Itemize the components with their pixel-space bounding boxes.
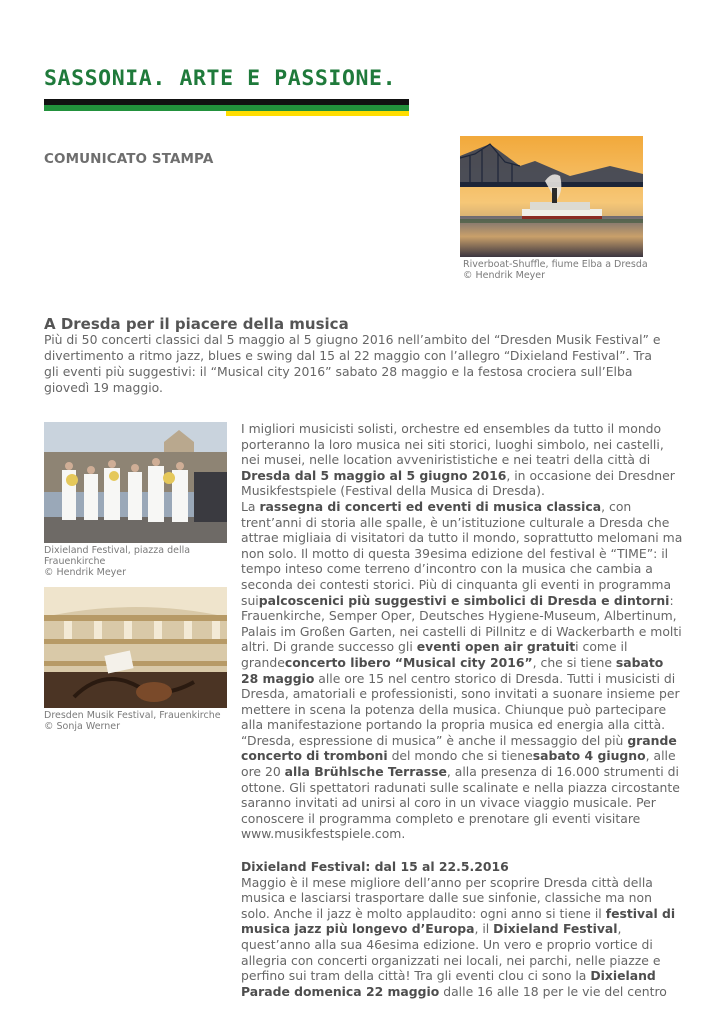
caption-credit: © Hendrik Meyer <box>463 270 546 281</box>
caption-line: Dresden Musik Festival, Frauenkirche <box>44 710 221 721</box>
caption-credit: © Hendrik Meyer <box>44 567 127 578</box>
caption-line: Dixieland Festival, piazza della <box>44 545 191 556</box>
caption-credit: © Sonja Werner <box>44 721 121 732</box>
dixieland-caption <box>44 545 190 578</box>
caption-line: Frauenkirche <box>44 556 106 567</box>
article-title: A Dresda per il piacere della musica <box>44 315 349 333</box>
dixieland-photo <box>44 422 227 543</box>
article-intro: Più di 50 concerti classici dal 5 maggio al 5 giugno 2016 nell’ambito del “Dresden Musik Festival” e divertimento a ritmo jazz, blues e swing dal 15 al 22 maggio con l’allegro “Dixieland Festival”. Tra gli eventi più suggestivi: il “Musical city 2016” sabato 28 maggio e la festosa crociera sull’Elba giovedì 19 maggio. <box>44 332 661 395</box>
body-paragraph: La rassegna di concerti ed eventi di musica classica, con trent’anni di storia alle spalle, è un’istituzione culturale a Dresda che attrae migliaia di visitatori da tutto il mondo, soprattutto melomani ma non solo. Il motto di questa 39esima edizione del festival è “TIME”: il tempo inteso come terreno d’incontro con la musica che cambia a seconda dei contesti storici. Più di cinquanta gli eventi in programma suipalcoscenici più suggestivi e simbolici di Dresda e dintorni: Frauenkirche, Semper Oper, Deutsches Hygiene-Museum, Albertinum, Palais im Großen Garten, nei castelli di Pillnitz e di Wackerbarth e molti altri. Di grande successo gli eventi open air gratuiti come il grandeconcerto libero “Musical city 2016”, che si tiene sabato 28 maggio alle ore 15 nel centro storico di Dresda. Tutti i musicisti di Dresda, amatoriali e professionisti, sono invitati a suonare insieme per mettere in scena la potenza della musica. Chiunque può partecipare alla manifestazione portando la propria musica ed energia alla città. “Dresda, espressione di musica” è anche il messaggio del più grande concerto di tromboni del mondo che si tienesabato 4 giugno, alle ore 20 alla Brühlsche Terrasse, alla presenza di 16.000 strumenti di ottone. Gli spettatori radunati sulle scalinate e nella piazza circostante saranno invitati ad unirsi al coro in un vivace viaggio musicale. Per conoscere il programma completo e prenotare gli eventi visitare www.musikfestspiele.com. <box>241 498 683 842</box>
riverboat-photo <box>460 136 643 257</box>
section-heading: Dixieland Festival: dal 15 al 22.5.2016 <box>241 859 509 875</box>
frauenkirche-photo <box>44 587 227 708</box>
press-release-label: COMUNICATO STAMPA <box>44 151 214 167</box>
body-paragraph: Maggio è il mese migliore dell’anno per scoprire Dresda città della musica e lasciarsi trasportare dalle sue sinfonie, classiche ma non solo. Anche il jazz è molto applaudito: ogni anno si tiene il festival di musica jazz più longevo d’Europa, il Dixieland Festival, quest’anno alla sua 46esima edizione. Un vero e proprio vortice di allegria con concerti organizzati nei locali, nei parchi, nelle piazze e perfino sui tram della città! Tra gli eventi clou ci sono la Dixieland Parade domenica 22 maggio dalle 16 alle 18 per le vie del centro <box>241 874 676 999</box>
caption-line: Riverboat-Shuffle, fiume Elba a Dresda <box>463 259 648 270</box>
frauenkirche-caption <box>44 710 221 732</box>
body-paragraph: I migliori musicisti solisti, orchestre ed ensembles da tutto il mondo porteranno la loro musica nei siti storici, luoghi simbolo, nei castelli, nei musei, nelle location avvenirististiche e nei teatri della città di Dresda dal 5 maggio al 5 giugno 2016, in occasione dei Dresdner Musikfestspiele (Festival della Musica di Dresda). <box>241 421 675 499</box>
saxony-flag-stripe <box>44 99 409 116</box>
article-body <box>241 421 683 999</box>
riverboat-caption <box>463 259 648 281</box>
brand-logo: SASSONIA. ARTE E PASSIONE. <box>44 66 397 91</box>
